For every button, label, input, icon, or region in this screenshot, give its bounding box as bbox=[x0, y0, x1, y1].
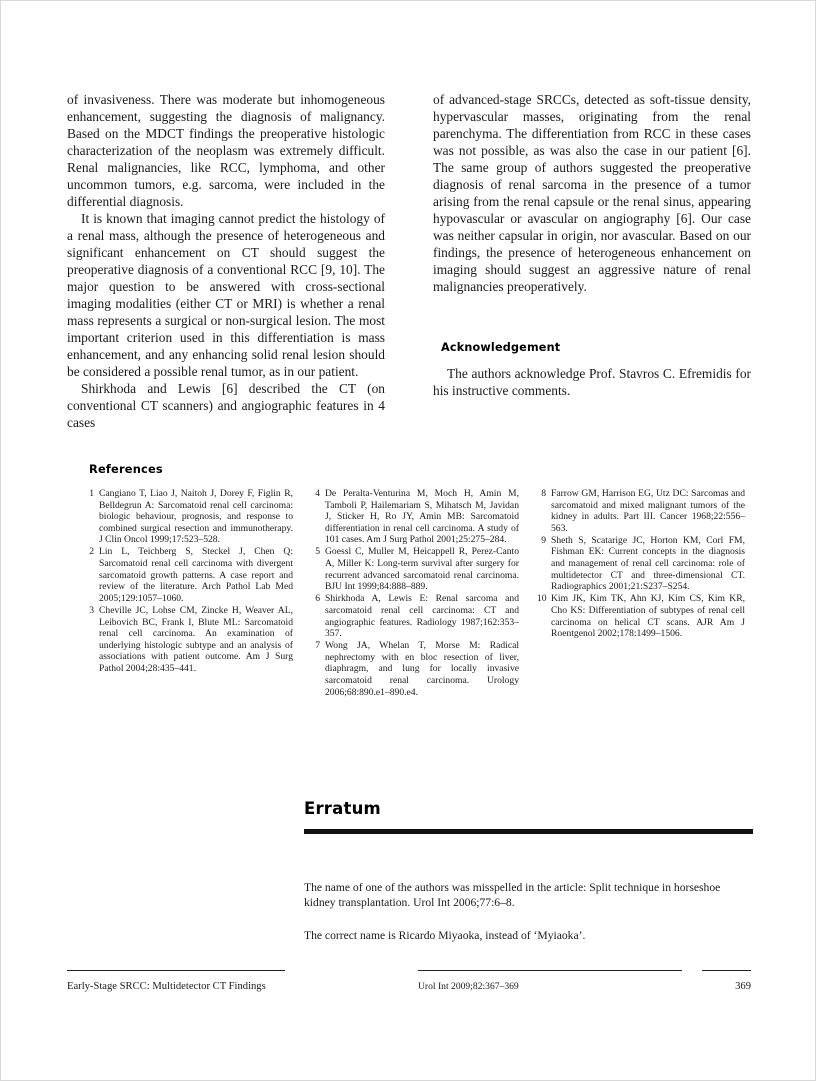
reference-number: 4 bbox=[315, 488, 320, 499]
acknowledgement-text: The authors acknowledge Prof. Stavros C. Efremidis for his instructive comments. bbox=[433, 366, 751, 398]
erratum-body bbox=[304, 880, 753, 943]
reference-text: Wong JA, Whelan T, Morse M: Radical nephrectomy with en bloc resection of liver, diaphragm, and lung for locally invasive sarcomatoid renal carcinoma. Urology 2006;68:890.e1–890.e4. bbox=[325, 640, 519, 698]
reference-item bbox=[85, 488, 293, 546]
acknowledgement-section bbox=[433, 341, 751, 399]
reference-text: Kim JK, Kim TK, Ahn KJ, Kim CS, Kim KR, Cho KS: Differentiation of subtypes of renal cell carcinoma on helical CT scans. AJR Am J Roentgenol 2002;178:1499–1506. bbox=[551, 593, 745, 640]
erratum-section bbox=[304, 799, 753, 961]
reference-item bbox=[311, 546, 519, 592]
reference-text: Lin L, Teichberg S, Steckel J, Chen Q: Sarcomatoid renal cell carcinoma with divergent sarcomatoid growth patterns. A case report and review of the literature. Arch Pathol Lab Med 2005;129:1057–1060. bbox=[99, 546, 293, 604]
erratum-paragraph: The name of one of the authors was misspelled in the article: Split technique in horseshoe kidney transplantation. Urol Int 2006;77:6–8. bbox=[304, 881, 721, 909]
paragraph: of invasiveness. There was moderate but inhomogeneous enhancement, suggesting the diagnosis of malignancy. Based on the MDCT findings the preoperative histologic characterization of the neoplasm was extremely difficult. Renal malignancies, like RCC, lymphoma, and other uncommon tumors, e.g. sarcoma, were included in the differential diagnosis. bbox=[67, 92, 385, 209]
reference-number: 10 bbox=[537, 593, 547, 605]
reference-number: 5 bbox=[315, 546, 320, 558]
paragraph: of advanced-stage SRCCs, detected as soft-tissue density, hypervascular masses, originating from the renal parenchyma. The differentiation from RCC in these cases was not possible, as was also the case in our patient [6]. The same group of authors suggested the preoperative diagnosis of renal sarcoma in the presence of a tumor arising from the renal capsule or the renal sinus, appearing hypovascular or avascular on angiography [6]. Our case was neither capsular in origin, nor avascular. Based on our findings, the presence of heterogeneous enhancement on imaging should suggest an aggressive nature of renal malignancies preoperatively. bbox=[433, 92, 751, 294]
page-footer bbox=[67, 970, 751, 1030]
footer-rule-middle bbox=[418, 970, 682, 971]
references-column-3 bbox=[537, 488, 745, 699]
reference-item bbox=[537, 488, 745, 534]
reference-number: 7 bbox=[315, 640, 320, 652]
reference-text: Cangiano T, Liao J, Naitoh J, Dorey F, Figlin R, Belldegrun A: Sarcomatoid renal cell carcinoma: biologic behaviour, prognosis, and response to combined surgical resection and immunotherapy. J Clin Oncol 1999;17:523–528. bbox=[99, 488, 293, 546]
reference-number: 6 bbox=[315, 593, 320, 605]
paragraph: Shirkhoda and Lewis [6] described the CT (on conventional CT scanners) and angiographic features in 4 cases bbox=[67, 381, 385, 430]
erratum-paragraph: The correct name is Ricardo Miyaoka, instead of ‘Myiaoka’. bbox=[304, 929, 586, 942]
acknowledgement-heading: Acknowledgement bbox=[441, 341, 561, 354]
reference-number: 9 bbox=[541, 534, 546, 546]
references-column-2 bbox=[311, 488, 519, 699]
reference-number: 2 bbox=[89, 546, 94, 558]
reference-item bbox=[311, 593, 519, 639]
reference-text: Goessl C, Muller M, Heicappell R, Perez-Canto A, Miller K: Long-term survival after surgery for recurrent advanced sarcomatoid renal carcinoma. BJU Int 1999;84:888–889. bbox=[325, 546, 519, 593]
reference-item bbox=[537, 593, 745, 639]
reference-text: Farrow GM, Harrison EG, Utz DC: Sarcomas and sarcomatoid and mixed malignant tumors of the kidney in adults. Part III. Cancer 1968;22:556–563. bbox=[551, 488, 745, 534]
reference-item bbox=[311, 640, 519, 698]
footer-page-number: 369 bbox=[735, 981, 751, 992]
reference-number: 1 bbox=[89, 488, 94, 499]
article-body bbox=[67, 91, 751, 431]
reference-text: Cheville JC, Lohse CM, Zincke H, Weaver AL, Leibovich BC, Frank I, Blute ML: Sarcomatoid renal cell carcinoma. An examination of underlying histologic subtype and an analysis of associations with patient outcome. Am J Surg Pathol 2004;28:435–441. bbox=[99, 604, 293, 674]
erratum-divider bbox=[304, 829, 753, 834]
reference-number: 3 bbox=[89, 604, 94, 616]
footer-rule-left bbox=[67, 970, 285, 971]
erratum-title: Erratum bbox=[304, 799, 381, 818]
body-column-left bbox=[67, 91, 385, 431]
reference-item bbox=[537, 535, 745, 593]
references-column-1 bbox=[85, 488, 293, 699]
references-list bbox=[85, 488, 745, 699]
footer-running-title: Early-Stage SRCC: Multidetector CT Findings bbox=[67, 981, 266, 992]
paragraph: It is known that imaging cannot predict the histology of a renal mass, although the presence of heterogeneous and significant enhancement on CT should suggest the preoperative diagnosis of a conventional RCC [9, 10]. The major question to be answered with cross-sectional imaging modalities (either CT or MRI) is whether a renal mass represents a surgical or non-surgical lesion. The most important criterion used in this differentiation is mass enhancement, and any enhancing solid renal lesion should be considered a possible renal tumor, as in our patient. bbox=[67, 211, 385, 379]
reference-text: Shirkhoda A, Lewis E: Renal sarcoma and sarcomatoid renal cell carcinoma: CT and angiographic features. Radiology 1987;162:353–357. bbox=[325, 593, 519, 640]
footer-rule-right bbox=[702, 970, 751, 971]
reference-item bbox=[311, 488, 519, 546]
references-heading: References bbox=[89, 462, 163, 476]
body-column-right bbox=[433, 91, 751, 431]
footer-citation: Urol Int 2009;82:367–369 bbox=[418, 981, 519, 992]
reference-item bbox=[85, 546, 293, 604]
reference-text: De Peralta-Venturina M, Moch H, Amin M, Tamboli P, Hailemariam S, Mihatsch M, Javidan J, Sticker H, Ro JY, Amin MB: Sarcomatoid differentiation in renal cell carcinoma. A study of 101 cases. Am J Surg Pathol 2001;25:275–284. bbox=[325, 488, 519, 546]
reference-text: Sheth S, Scatarige JC, Horton KM, Corl FM, Fishman EK: Current concepts in the diagnosis and management of renal cell carcinoma: role of multidetector CT and three-dimensional CT. Radiographics 2001;21:S237–S254. bbox=[551, 534, 745, 593]
reference-number: 8 bbox=[541, 488, 546, 499]
reference-item bbox=[85, 605, 293, 675]
